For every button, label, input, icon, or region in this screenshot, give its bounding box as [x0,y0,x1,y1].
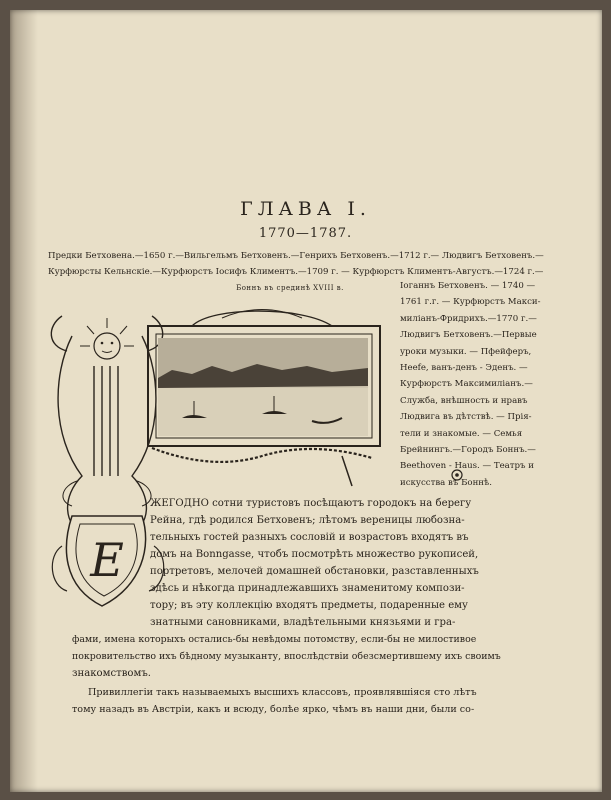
body-line: знакомствомъ. [72,668,151,679]
body-line: Рейна, гдѣ родился Бетховенъ; лѣтомъ вереницы любозна- [150,515,465,526]
summary-right-line: Людвига въ дѣтствѣ. — Прія- [400,412,532,423]
sun-face-ornament [80,318,134,359]
chapter-years: 1770—1787. [258,226,353,241]
body-line: здѣсь и нѣкогда принадлежавшихъ знаменитому компози- [150,583,465,594]
summary-right-line: 1761 г.г. — Курфюрстъ Макси- [400,297,541,308]
body-line: ЖЕГОДНО сотни туристовъ посѣщаютъ городокъ на берегу [150,498,472,509]
body-line: фами, имена которыхъ остались-бы невѣдомы потомству, если-бы не милостивое [72,634,477,645]
body-line: портретовъ, мелочей домашней обстановки, разставленныхъ [150,566,479,577]
summary-right-line: уроки музыки. — Пфейферъ, [400,346,532,357]
body-line: Привиллегіи такъ называемыхъ высшихъ классовъ, проявлявшіяся сто лѣтъ [88,687,477,698]
body-line: домъ на Bonngasse, чтобъ посмотрѣть множество рукописей, [150,549,479,560]
summary-right-line: Служба, внѣшность и нравъ [400,395,528,406]
summary-right-line: Брейнингъ.—Городъ Боннъ.— [400,445,536,456]
summary-right-line: тели и знакомые. — Семья [400,428,523,439]
body-line: знатными сановниками, владѣтельными князьями и гра- [150,617,456,628]
summary-right-line: миліанъ-Фридрихъ.—1770 г.— [400,313,537,324]
summary-right-line: Курфюрстъ Максимиліанъ.— [400,379,533,390]
body-line: тору; въ эту коллекцію входятъ предметы, подаренные ему [150,600,468,611]
bonn-city-view [158,338,368,436]
summary-line: Предки Бетховена.—1650 г.—Вильгельмъ Бетховенъ.—Генрихъ Бетховенъ.—1712 г.— Людвигъ Бетховенъ.— [48,251,544,261]
body-line: покровительство ихъ бѣдному музыканту, впослѣдствіи обезсмертившему ихъ своимъ [72,651,501,662]
summary-right-line: Нееfе, ванъ-денъ - Эденъ. — [400,363,528,374]
summary-right-column [400,278,560,491]
illustration-caption: Боннъ въ срединѣ XVIII в. [236,284,344,292]
summary-right-line: Людвигъ Бетховенъ.—Первые [400,330,537,341]
summary-right-line: искусства въ Боннѣ. [400,477,492,488]
summary-right-line: Іоганнъ Бетховенъ. — 1740 — [400,281,536,291]
summary-right-line: Beethoven - Haus. — Театръ и [400,461,534,472]
page-gutter-shadow [10,10,38,792]
body-line: тельныхъ гостей разныхъ сословій и возрастовъ входятъ въ [150,532,469,543]
body-line: тому назадъ въ Австріи, какъ и всюду, болѣе ярко, чѣмъ въ наши дни, были со- [72,704,475,715]
chapter-title: ГЛАВА I. [240,198,371,220]
flower-garland [152,448,372,462]
initial-letter: Е [90,533,124,587]
summary-line: Курфюрсты Кельнскіе.—Курфюрстъ Іосифъ Климентъ.—1709 г. — Курфюрстъ Климентъ-Августъ.—1724 г.— [48,267,544,277]
flower-ornament-icon [450,468,464,482]
